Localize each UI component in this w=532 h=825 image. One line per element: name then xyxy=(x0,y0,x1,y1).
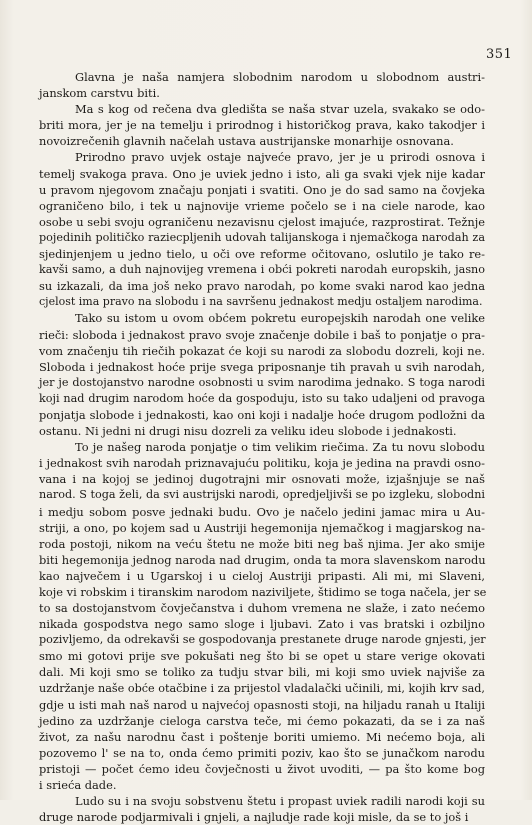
text-line: druge narode podjarmivali i gnjeli, a najludje rade koji misle, da se to još i xyxy=(39,810,469,825)
page-number: 351 xyxy=(486,47,513,62)
paragraph xyxy=(39,439,485,793)
text-line: novoizrečenih glavnih načelah ustava austrijanske monarhije osnovana. xyxy=(39,134,454,149)
text-line: Ludo su i na svoju sobstvenu štetu i propast uviek radili narodi koji su xyxy=(75,794,485,809)
text-line: jer je dostojanstvo narodne osobnosti u svim narodima jednako. S toga narodi xyxy=(39,375,485,389)
text-line: sjedinjenjem u jedno tielo, u oči ove reforme očitovano, oslutilo je tako re- xyxy=(39,247,485,262)
text-line: vom značenju tih riečih pokazat će koji su narodi za slobodu dozreli, koji ne. xyxy=(39,343,485,358)
text-line: kavši samo, a duh najnovijeg vremena i obći pokreti narodah europskih, jasno xyxy=(39,263,485,277)
text-line: vana i na kojoj se jedinoj dugotrajni mir osnovati može, izjašnjuje se naš xyxy=(39,472,485,487)
text-line: osobe u sebi svoju ograničenu nezavisnu cjelost imajuće, razprostirat. Težnje xyxy=(39,214,485,229)
paragraph xyxy=(39,793,485,825)
text-line: gdje u isti mah naš narod u najvećoj opasnosti stoji, na hiljadu ranah u Italiji xyxy=(39,697,485,712)
text-line: smo mi gotovi prije sve pokušati neg što bi se opet u stare verige okovati xyxy=(39,649,485,664)
text-line: koji nad drugim narodom hoće da gospoduju, isto su tako udaljeni od pravoga xyxy=(39,391,485,405)
text-line: ostanu. Ni jedni ni drugi nisu dozreli za veliku ideu slobode i jednakosti. xyxy=(39,424,457,439)
text-line: pristoji — počet ćemo ideu čovječnosti u život uvoditi, — pa što kome bog xyxy=(39,762,485,777)
text-line: narod. S toga želi, da svi austrijski narodi, opredjeljivši se po izgleku, slobodni xyxy=(39,488,485,502)
text-line: i srieća dade. xyxy=(39,778,117,793)
text-line: i medju sobom posve jednaki budu. Ovo je načelo jedini jamac mira u Au- xyxy=(39,504,485,519)
text-line: ograničeno bilo, i tek u najnovije vrieme počelo se i na ciele narode, kao xyxy=(39,198,485,213)
text-line: To je našeg naroda ponjatje o tim velikim riečima. Za tu novu slobodu xyxy=(75,440,485,455)
paragraph xyxy=(39,149,485,310)
text-line: jedino za uzdržanje cieloga carstva teče, mi ćemo pokazati, da se i za naš xyxy=(39,713,485,728)
text-line: to sa dostojanstvom čovječanstva i duhom vremena ne slaže, i zato nećemo xyxy=(39,601,485,616)
text-line: biti hegemonija jednog naroda nad drugim, onda ta mora slavenskom narodu xyxy=(39,552,486,567)
paragraph xyxy=(39,310,485,439)
text-line: koje vi robskim i tiranskim narodom naziviljete, štidimo se toga načela, jer se xyxy=(39,585,487,599)
text-line: janskom carstvu biti. xyxy=(39,86,160,101)
text-line: rieči: sloboda i jednakost pravo svoje značenje dobile i baš to ponjatje o pra- xyxy=(39,327,485,342)
text-line: briti mora, jer je na temelju i prirodnog i historičkog prava, kako takodjer i xyxy=(39,118,485,133)
text-line: su izkazali, da ima još neko pravo narodah, po kome svaki narod kao jedna xyxy=(39,279,485,294)
text-line: Ma s kog od rečena dva gledišta se naša stvar uzela, svakako se odo- xyxy=(75,102,485,117)
text-line: Sloboda i jednakost hoće prije svega priposnanje tih pravah u svih narodah, xyxy=(39,359,485,374)
text-line: ponjatja slobode i jednakosti, kao oni koji i nadalje hoće drugom podložni da xyxy=(39,407,485,422)
text-line: roda postoji, nikom na veću štetu ne može biti neg baš njima. Jer ako smije xyxy=(39,536,485,551)
text-line: striji, a ono, po kojem sad u Austriji hegemonija njemačkog i magjarskog na- xyxy=(39,520,485,535)
text-line: dali. Mi koji smo se toliko za tudju stvar bili, mi koji smo uviek najviše za xyxy=(39,665,485,680)
paragraph xyxy=(39,101,485,149)
text-line: Tako su istom u ovom obćem pokretu europejskih narodah one velike xyxy=(75,311,485,326)
body-text xyxy=(39,69,485,825)
text-line: u pravom njegovom značaju ponjati i svatiti. Ono je do sad samo na čovjeka xyxy=(39,182,485,197)
text-line: uzdržanje naše obće otačbine i za prijestol vladalački učinili, mi, kojih krv sad, xyxy=(39,681,485,695)
text-line: život, za našu narodnu čast i poštenje boriti umiemo. Mi nećemo boja, ali xyxy=(39,729,485,744)
text-line: pozivljemo, da odrekavši se gospodovanja prestanete druge narode gnjesti, jer xyxy=(39,633,486,647)
text-line: pozovemo l' se na to, onda ćemo primiti poziv, kao što se junačkom narodu xyxy=(39,745,485,760)
text-line: pojedinih političko raziecpljenih udovah talijanskoga i njemačkoga narodah za xyxy=(39,230,485,244)
text-line: temelj svakoga prava. Ono je uviek jedno i isto, ali ga svaki vjek nije kadar xyxy=(39,166,485,181)
text-line: nikada gospodstva nego samo sloge i ljubavi. Zato i vas bratski i ozbiljno xyxy=(39,617,485,632)
text-line: kao največem i u Ugarskoj i u cieloj Austriji pripasti. Ali mi, mi Slaveni, xyxy=(39,568,485,583)
text-line: Glavna je naša namjera slobodnim narodom u slobodnom austri- xyxy=(75,70,485,84)
text-line: cjelost ima pravo na slobodu i na savršenu jednakost medju ostaljem narodima. xyxy=(39,295,483,309)
paragraph xyxy=(39,69,485,101)
text-line: i jednakost svih narodah priznavajuću politiku, koja je jedina na pravdi osno- xyxy=(39,456,485,471)
text-line: Prirodno pravo uvjek ostaje najveće pravo, jer je u prirodi osnova i xyxy=(75,150,485,165)
